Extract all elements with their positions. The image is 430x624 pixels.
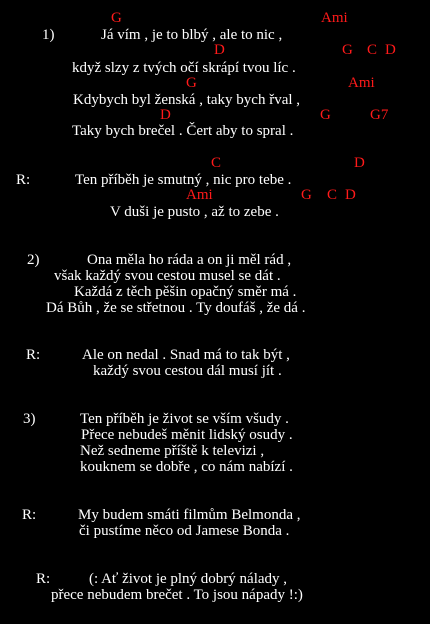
chord: D	[385, 42, 396, 58]
lyric-line: Přece nebudeš měnit lidský osudy .	[81, 427, 293, 443]
verse-marker: 2)	[27, 252, 40, 268]
verse-marker: 3)	[23, 411, 36, 427]
chord: D	[354, 155, 365, 171]
lyric-line: přece nebudem brečet . To jsou nápady !:)	[51, 587, 303, 603]
chord: G	[320, 107, 331, 123]
chord: C	[367, 42, 378, 58]
chord: C	[327, 187, 338, 203]
lyric-line: Ten příběh je život se vším všudy .	[80, 411, 289, 427]
lyric-line: Než sedneme příště k televizi ,	[80, 443, 265, 459]
lyric-line: V duši je pusto , až to zebe .	[110, 204, 279, 220]
lyric-line: Já vím , je to blbý , ale to nic ,	[101, 27, 283, 43]
chord: D	[160, 107, 171, 123]
refrain-marker: R:	[22, 507, 37, 523]
chord: G	[111, 10, 122, 26]
lyric-line: Ale on nedal . Snad má to tak být ,	[82, 347, 290, 363]
lyric-line: Kdybych byl ženská , taky bych řval ,	[73, 92, 301, 108]
lyric-line: když slzy z tvých očí skrápí tvou líc .	[72, 60, 296, 76]
lyric-line: Ten příběh je smutný , nic pro tebe .	[75, 172, 292, 188]
lyric-line: Taky bych brečel . Čert aby to spral .	[72, 123, 294, 139]
refrain-marker: R:	[16, 172, 31, 188]
lyric-line: (: Ať život je plný dobrý nálady ,	[89, 571, 288, 587]
lyric-line: My budem smáti filmům Belmonda ,	[78, 507, 301, 523]
chord: G	[186, 75, 197, 91]
lyric-line: Dá Bůh , že se střetnou . Ty doufáš , že dá .	[46, 300, 306, 316]
chord: G	[342, 42, 353, 58]
chord: G	[301, 187, 312, 203]
lyric-line: každý svou cestou dál musí jít .	[93, 363, 282, 379]
chord: C	[211, 155, 222, 171]
refrain-marker: R:	[26, 347, 41, 363]
lyric-line: kouknem se dobře , co nám nabízí .	[80, 459, 293, 475]
chord: D	[214, 42, 225, 58]
chord: D	[345, 187, 356, 203]
refrain-marker: R:	[36, 571, 51, 587]
chord: Ami	[321, 10, 348, 26]
chord: Ami	[186, 187, 213, 203]
chord: G7	[370, 107, 389, 123]
lyric-line: Každá z těch pěšin opačný směr má .	[74, 284, 297, 300]
lyric-line: však každý svou cestou musel se dát .	[54, 268, 281, 284]
chord: Ami	[348, 75, 375, 91]
verse-marker: 1)	[42, 27, 55, 43]
lyric-line: Ona měla ho ráda a on ji měl rád ,	[87, 252, 292, 268]
lyric-line: či pustíme něco od Jamese Bonda .	[79, 523, 290, 539]
